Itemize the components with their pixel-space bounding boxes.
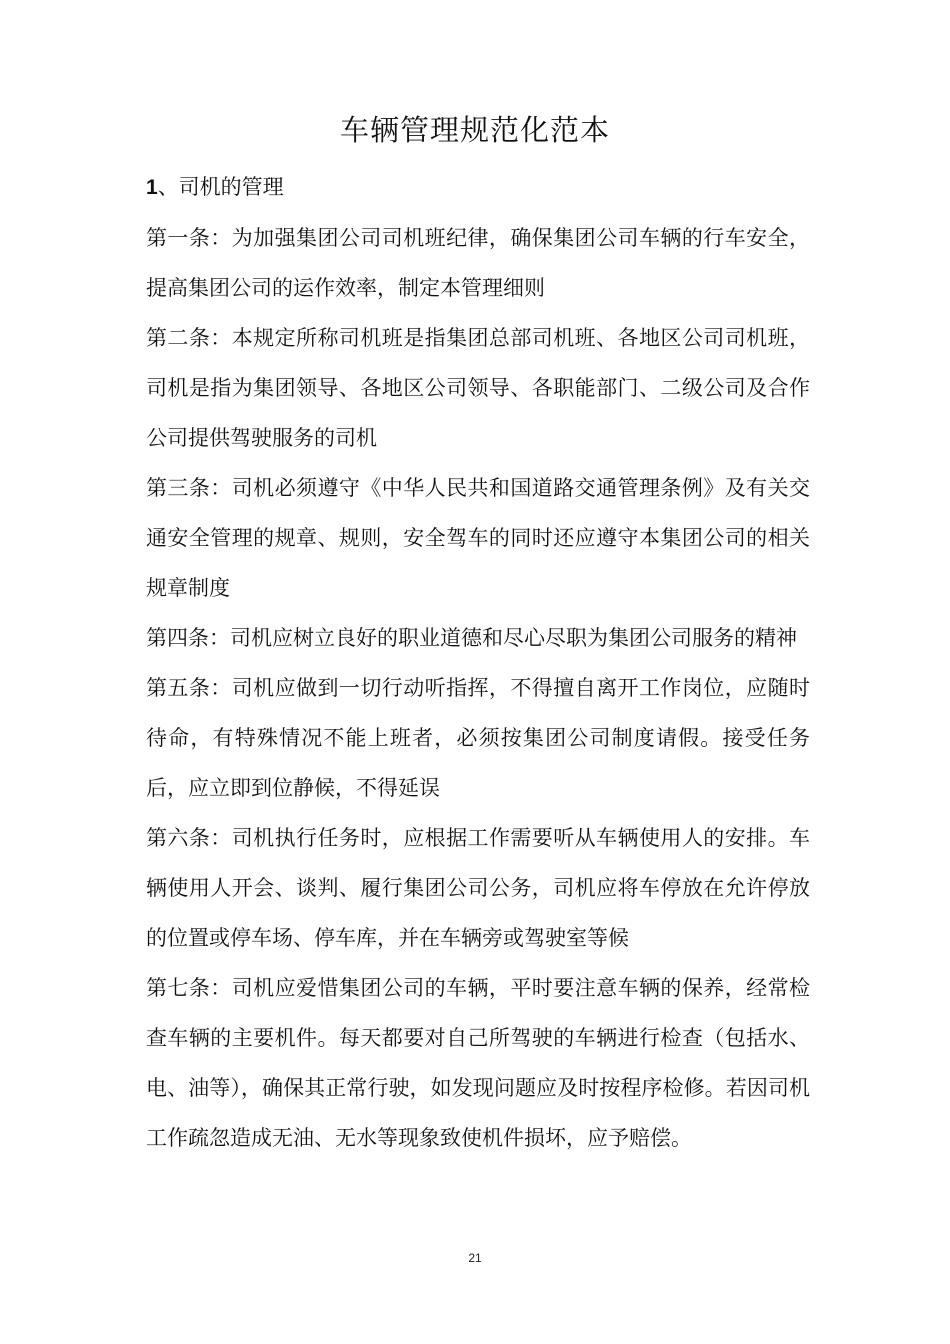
document-body [146, 162, 810, 1163]
page-number: 21 [468, 1251, 482, 1265]
article-4: 第四条：司机应树立良好的职业道德和尽心尽职为集团公司服务的精神 [146, 626, 797, 650]
document-title: 车辆管理规范化范本 [339, 113, 610, 147]
section-title: 、司机的管理 [157, 175, 284, 199]
article-2: 第二条：本规定所称司机班是指集团总部司机班、各地区公司司机班，司机是指为集团领导、各地区公司领导、各职能部门、二级公司及合作公司提供驾驶服务的司机 [146, 326, 810, 450]
section-number: 1 [146, 176, 158, 199]
article-7: 第七条：司机应爱惜集团公司的车辆，平时要注意车辆的保养，经常检查车辆的主要机件。每天都要对自己所驾驶的车辆进行检查（包括水、电、油等），确保其正常行驶，如发现问题应及时按程序检修。若因司机工作疏忽造成无油、无水等现象致使机件损坏，应予赔偿。 [146, 976, 810, 1150]
article-5: 第五条：司机应做到一切行动听指挥，不得擅自离开工作岗位，应随时待命，有特殊情况不能上班者，必须按集团公司制度请假。接受任务后，应立即到位静候，不得延误 [146, 676, 810, 800]
article-1: 第一条：为加强集团公司司机班纪律，确保集团公司车辆的行车安全，提高集团公司的运作效率，制定本管理细则 [146, 226, 810, 300]
article-6: 第六条：司机执行任务时，应根据工作需要听从车辆使用人的安排。车辆使用人开会、谈判、履行集团公司公务，司机应将车停放在允许停放的位置或停车场、停车库，并在车辆旁或驾驶室等候 [146, 826, 810, 950]
article-3: 第三条：司机必须遵守《中华人民共和国道路交通管理条例》及有关交通安全管理的规章、规则，安全驾车的同时还应遵守本集团公司的相关规章制度 [146, 476, 810, 600]
section-heading [146, 162, 810, 213]
